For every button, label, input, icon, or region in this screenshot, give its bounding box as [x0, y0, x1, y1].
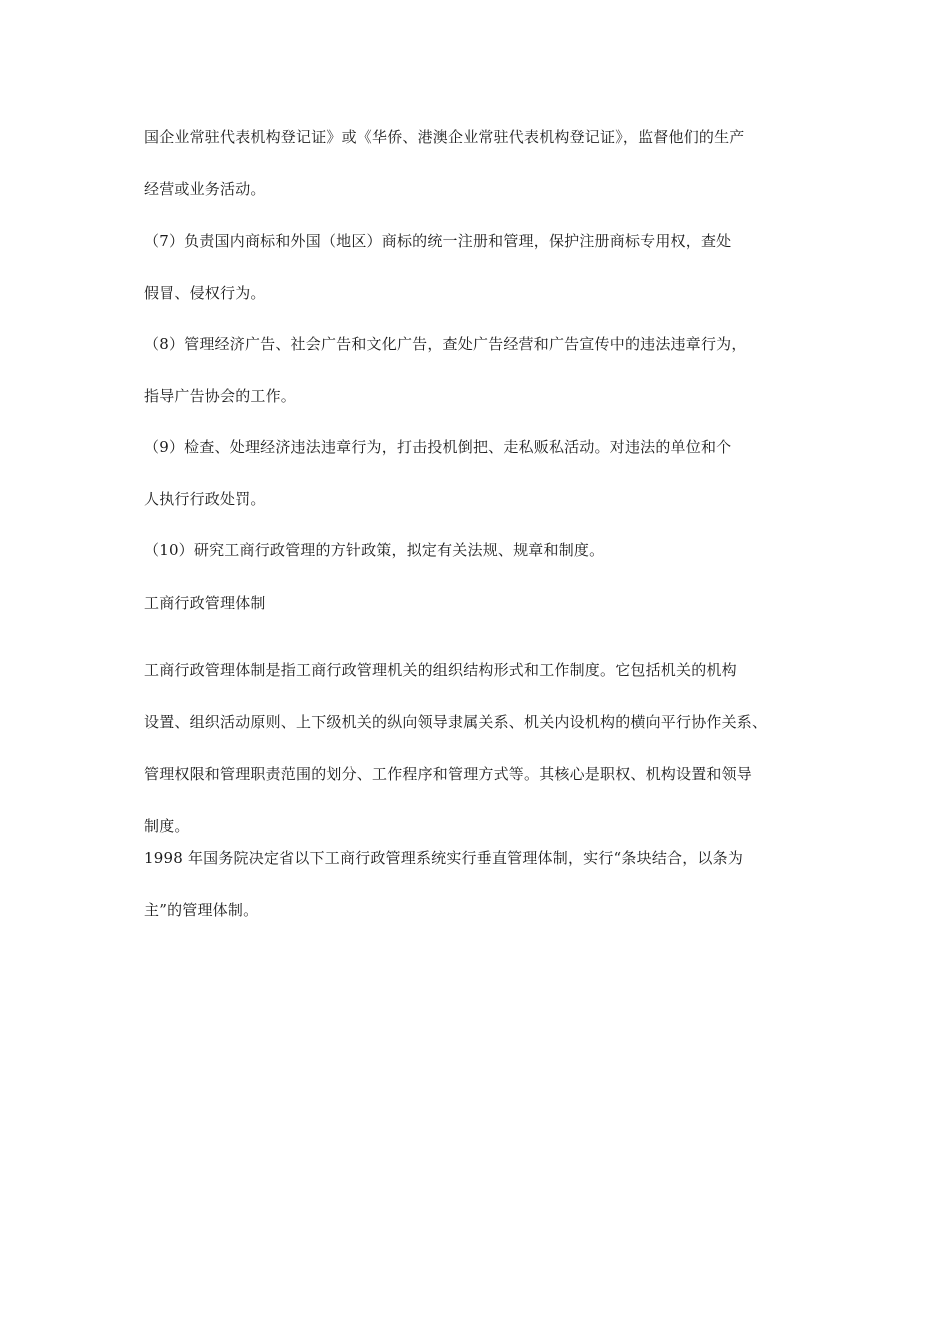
paragraph-line: （8）管理经济广告、社会广告和文化广告，查处广告经营和广告宣传中的违法违章行为， — [144, 335, 747, 353]
paragraph-line: 指导广告协会的工作。 — [144, 387, 297, 405]
paragraph-line: 制度。 — [144, 817, 190, 835]
paragraph-line: 主”的管理体制。 — [144, 901, 259, 919]
paragraph-system-definition — [144, 644, 812, 852]
paragraph-item-10-policy — [144, 524, 812, 576]
paragraph-item-9-violations — [144, 421, 812, 525]
paragraph-line: 工商行政管理体制是指工商行政管理机关的组织结构形式和工作制度。它包括机关的机构 — [144, 661, 737, 679]
paragraph-item-7-trademark — [144, 215, 812, 319]
paragraph-line: 假冒、侵权行为。 — [144, 284, 266, 302]
paragraph-line: 设置、组织活动原则、上下级机关的纵向领导隶属关系、机关内设机构的横向平行协作关系、 — [144, 713, 768, 731]
paragraph-item-8-advertising — [144, 318, 812, 422]
paragraph-line: （7）负责国内商标和外国（地区）商标的统一注册和管理，保护注册商标专用权，查处 — [144, 232, 732, 250]
paragraph-line: （10）研究工商行政管理的方针政策，拟定有关法规、规章和制度。 — [144, 541, 605, 559]
paragraph-line: 人执行行政处罚。 — [144, 490, 266, 508]
paragraph-line: 经营或业务活动。 — [144, 180, 266, 198]
section-heading — [144, 577, 812, 629]
paragraph-line: 管理权限和管理职责范围的划分、工作程序和管理方式等。其核心是职权、机构设置和领导 — [144, 765, 753, 783]
paragraph-line: （9）检查、处理经济违法违章行为，打击投机倒把、走私贩私活动。对违法的单位和个 — [144, 438, 732, 456]
paragraph-1998-reform — [144, 832, 812, 936]
paragraph-line: 国企业常驻代表机构登记证》或《华侨、港澳企业常驻代表机构登记证》，监督他们的生产 — [144, 128, 745, 146]
section-heading-text: 工商行政管理体制 — [144, 594, 266, 612]
paragraph-line: 1998 年国务院决定省以下工商行政管理系统实行垂直管理体制，实行“条块结合，以条为 — [144, 849, 744, 867]
paragraph-registration-certificates — [144, 111, 812, 215]
